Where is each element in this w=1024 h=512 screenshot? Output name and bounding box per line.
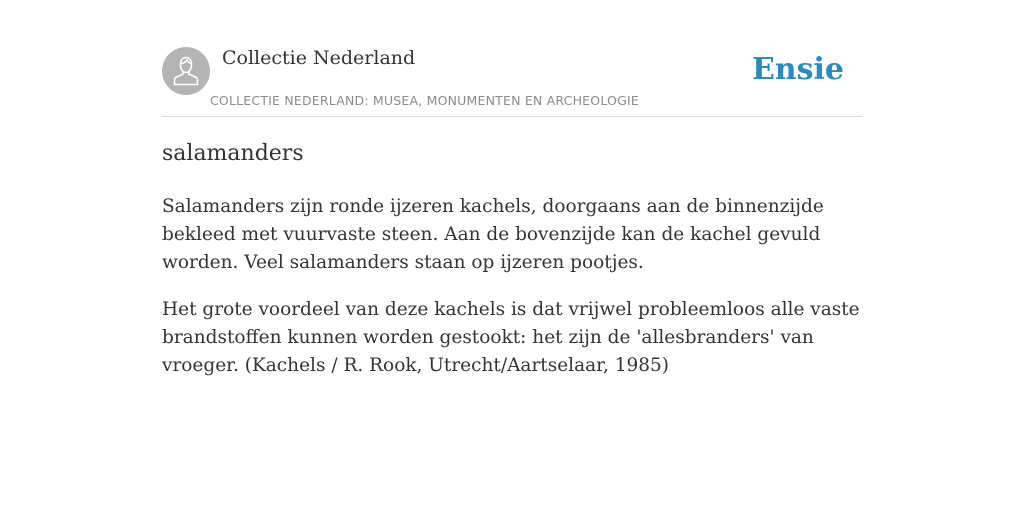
article-paragraph-2: Het grote voordeel van deze kachels is dat vrijwel probleemloos alle vaste brandstoffen kunnen worden gestookt: het zijn de 'allesbranders' van vroeger. (Kachels / R. Rook, Utrecht/Aartselaar, 1985) bbox=[162, 299, 860, 376]
article-paragraph-1: Salamanders zijn ronde ijzeren kachels, doorgaans aan de binnenzijde bekleed met vuurvaste steen. Aan de bovenzijde kan de kachel gevuld worden. Veel salamanders staan op ijzeren pootjes. bbox=[162, 196, 824, 273]
collection-subtitle[interactable]: COLLECTIE NEDERLAND: MUSEA, MONUMENTEN EN ARCHEOLOGIE bbox=[210, 93, 639, 108]
ensie-logo[interactable]: Ensie bbox=[751, 52, 844, 87]
user-icon bbox=[162, 47, 210, 95]
article bbox=[162, 138, 862, 399]
author-name[interactable]: Collectie Nederland bbox=[222, 47, 416, 69]
header bbox=[162, 46, 862, 117]
avatar[interactable] bbox=[162, 47, 210, 95]
term-title: salamanders bbox=[162, 141, 304, 166]
